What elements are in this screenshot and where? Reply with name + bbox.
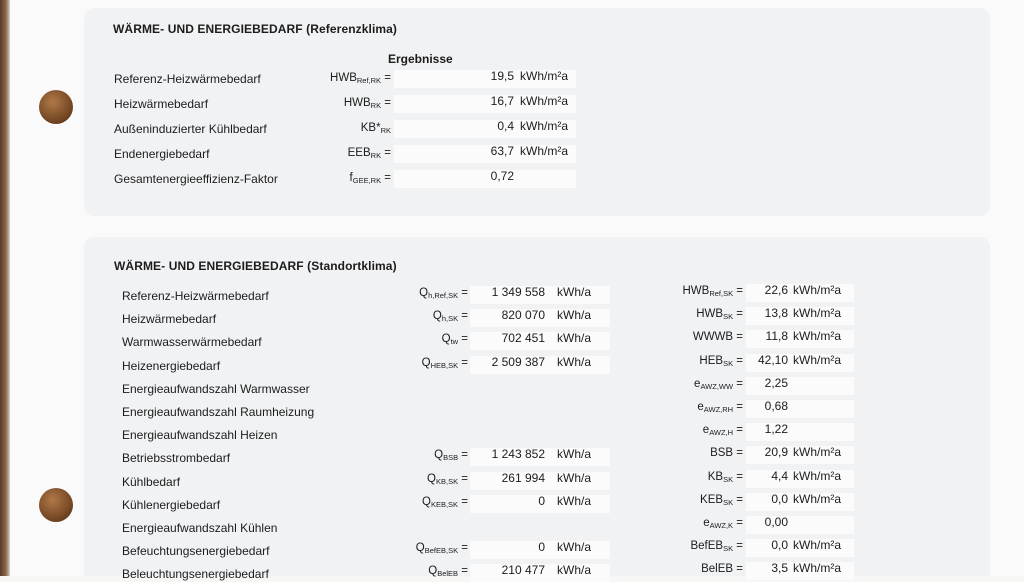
right-value: 0,0 xyxy=(771,491,788,506)
left-unit: kWh/a xyxy=(557,354,592,369)
left-symbol: $Q_{HEB,SK}$ = xyxy=(421,356,468,370)
right-unit: kWh/m²a xyxy=(793,561,841,576)
document-page xyxy=(10,0,1024,582)
right-value: 1,22 xyxy=(764,422,788,437)
right-unit: kWh/m²a xyxy=(793,283,841,297)
left-value: 2 509 387 xyxy=(491,354,545,369)
right-value: 3,5 xyxy=(771,561,788,576)
panel-standortklima xyxy=(84,237,990,582)
right-symbol: $e_{AWZ,RH}$ = xyxy=(697,401,743,414)
results-header: Ergebnisse xyxy=(388,52,453,66)
left-unit: kWh/a xyxy=(557,470,592,485)
right-value: 2,25 xyxy=(764,375,788,390)
row-unit: kWh/m²a xyxy=(520,144,568,158)
row-value: 0,4 xyxy=(497,119,514,133)
row-label: Beleuchtungsenergiebedarf xyxy=(122,567,269,582)
right-unit: kWh/m²a xyxy=(793,329,841,344)
page-edge-shadow xyxy=(0,0,10,576)
right-symbol: $KB_{SK}$ = xyxy=(707,470,743,484)
row-label: Warmwasserwärmebedarf xyxy=(122,335,262,350)
left-unit: kWh/a xyxy=(557,493,592,508)
right-value: 22,6 xyxy=(764,283,788,297)
right-symbol: BelEB = xyxy=(701,563,743,576)
left-symbol: $Q_{BelEB}$ = xyxy=(428,565,468,579)
right-value: 13,8 xyxy=(764,306,788,321)
right-unit: kWh/m²a xyxy=(793,491,841,506)
left-symbol: $Q_{h,Ref,SK}$ = xyxy=(419,287,468,300)
section-title: WÄRME- UND ENERGIEBEDARF (Referenzklima) xyxy=(113,22,398,36)
right-symbol: $e_{AWZ,K}$ = xyxy=(703,517,743,530)
left-value: 820 070 xyxy=(501,308,545,323)
row-label: Energieaufwandszahl Heizen xyxy=(122,428,278,443)
row-label: Referenz-Heizwärmebedarf xyxy=(122,289,269,303)
left-symbol: $Q_{KEB,SK}$ = xyxy=(422,495,468,509)
right-unit: kWh/m²a xyxy=(793,352,841,367)
right-symbol: $HWB_{SK}$ = xyxy=(696,308,743,322)
section-title: WÄRME- UND ENERGIEBEDARF (Standortklima) xyxy=(114,259,397,273)
row-label: Befeuchtungsenergiebedarf xyxy=(122,544,270,559)
row-label: Energieaufwandszahl Warmwasser xyxy=(122,381,310,396)
right-symbol: $e_{AWZ,WW}$ = xyxy=(694,377,743,391)
left-symbol: $Q_{tw}$ = xyxy=(441,333,468,347)
row-label: Gesamtenergieeffizienz-Faktor xyxy=(114,172,278,186)
right-symbol: $KEB_{SK}$ = xyxy=(700,493,743,507)
right-symbol: $HWB_{Ref,SK}$ = xyxy=(682,285,743,298)
row-label: Referenz-Heizwärmebedarf xyxy=(114,72,261,86)
right-value: 42,10 xyxy=(757,352,788,367)
row-symbol: $HWB_{Ref,RK}$ = xyxy=(330,72,391,85)
right-symbol: $e_{AWZ,H}$ = xyxy=(702,424,743,438)
right-value: 0,68 xyxy=(764,399,788,413)
left-symbol: $Q_{BSB}$ = xyxy=(434,449,468,463)
right-value: 4,4 xyxy=(771,468,788,483)
row-label: Energieaufwandszahl Raumheizung xyxy=(122,405,315,419)
left-value: 1 349 558 xyxy=(491,285,545,299)
row-unit: kWh/m²a xyxy=(520,69,568,83)
row-unit: kWh/m²a xyxy=(520,94,568,108)
left-value: 261 994 xyxy=(501,470,545,485)
left-value: 0 xyxy=(538,540,545,555)
row-label: Außeninduzierter Kühlbedarf xyxy=(114,122,267,136)
row-label: Heizenergiebedarf xyxy=(122,358,221,373)
left-unit: kWh/a xyxy=(557,563,592,578)
row-symbol: $KB*_{RK}$ xyxy=(360,122,391,135)
left-unit: kWh/a xyxy=(557,285,592,299)
left-symbol: $Q_{h,SK}$ = xyxy=(432,310,468,324)
row-symbol: $EEB_{RK}$ = xyxy=(347,147,391,160)
right-value: 11,8 xyxy=(765,329,788,344)
row-label: Heizwärmebedarf xyxy=(114,97,209,111)
left-unit: kWh/a xyxy=(557,308,592,323)
row-label: Endenergiebedarf xyxy=(114,147,210,161)
punch-hole-bottom xyxy=(39,488,73,522)
row-label: Energieaufwandszahl Kühlen xyxy=(122,521,278,535)
right-unit: kWh/m²a xyxy=(793,538,841,553)
row-label: Heizwärmebedarf xyxy=(122,312,217,327)
left-value: 1 243 852 xyxy=(491,447,545,462)
right-unit: kWh/m²a xyxy=(793,445,841,460)
right-value: 20,9 xyxy=(764,445,788,460)
row-value: 63,7 xyxy=(490,144,514,158)
right-symbol: BefEB$_{SK}$ = xyxy=(690,540,743,554)
right-value: 0,00 xyxy=(764,515,788,529)
right-unit: kWh/m²a xyxy=(793,306,841,321)
left-unit: kWh/a xyxy=(557,447,592,462)
row-value: 0,72 xyxy=(490,169,514,183)
panel-referenzklima xyxy=(84,8,990,216)
row-label: Betriebsstrombedarf xyxy=(122,451,231,466)
right-symbol: BSB = xyxy=(710,447,743,460)
row-unit: kWh/m²a xyxy=(520,119,568,133)
row-symbol: $HWB_{RK}$ = xyxy=(343,97,391,110)
left-value: 0 xyxy=(538,493,545,508)
row-label: Kühlenergiebedarf xyxy=(122,497,221,512)
right-value: 0,0 xyxy=(771,538,788,553)
left-unit: kWh/a xyxy=(557,540,592,555)
right-symbol: WWWB = xyxy=(692,331,743,344)
left-symbol: $Q_{BefEB,SK}$ = xyxy=(415,542,468,556)
punch-hole-top xyxy=(39,90,73,124)
row-symbol: $f_{GEE,RK}$ = xyxy=(349,172,391,185)
left-symbol: $Q_{KB,SK}$ = xyxy=(427,472,468,486)
row-value: 19,5 xyxy=(490,69,514,83)
left-unit: kWh/a xyxy=(557,331,592,346)
right-symbol: $HEB_{SK}$ = xyxy=(699,354,743,368)
left-value: 210 477 xyxy=(501,563,545,578)
left-value: 702 451 xyxy=(501,331,545,346)
right-unit: kWh/m²a xyxy=(793,468,841,483)
row-label: Kühlbedarf xyxy=(122,474,181,489)
row-value: 16,7 xyxy=(490,94,514,108)
